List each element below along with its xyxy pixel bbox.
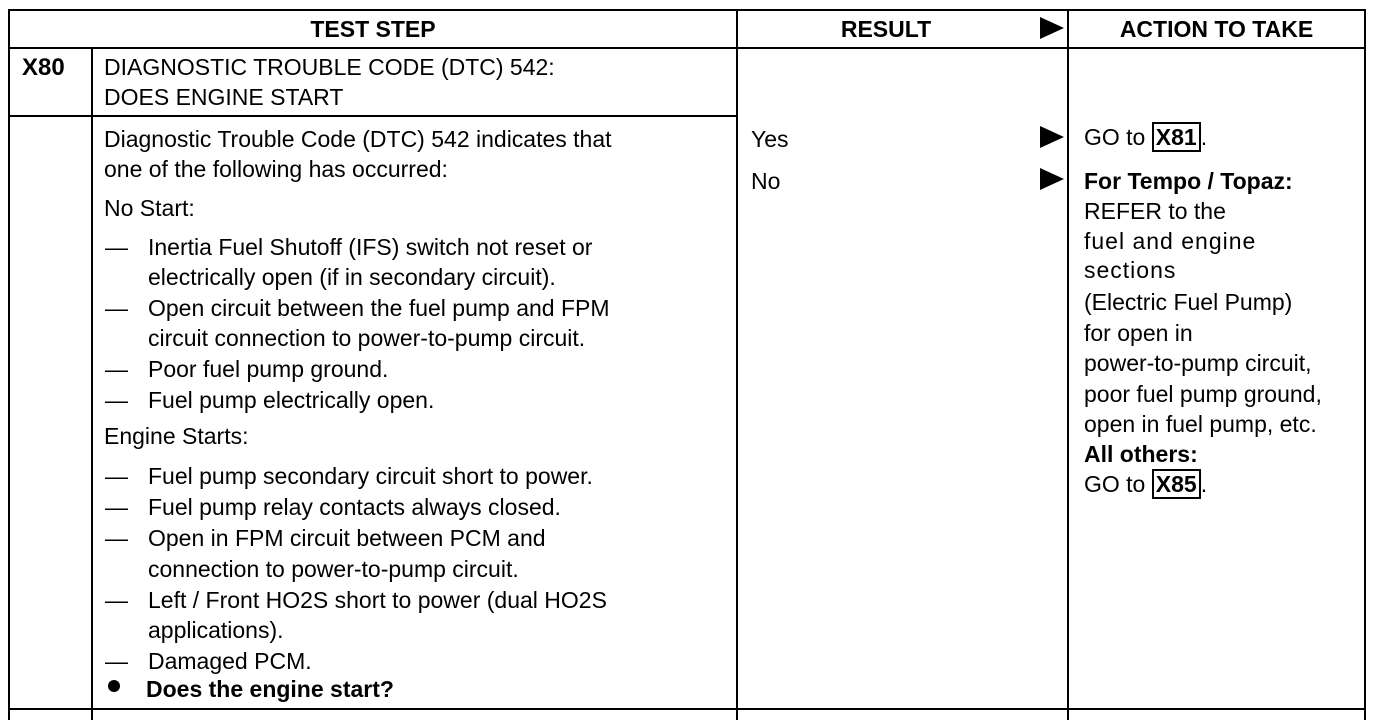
refer-line-7: poor fuel pump ground, <box>1084 381 1322 407</box>
no-start-line-6: Fuel pump electrically open. <box>148 387 435 413</box>
dash-6: — <box>105 494 128 520</box>
engine-starts-line-7: Damaged PCM. <box>148 648 312 674</box>
no-start-line-4: circuit connection to power-to-pump circuit. <box>148 325 586 351</box>
engine-starts-line-1: Fuel pump secondary circuit short to power. <box>148 463 593 489</box>
result-no: No <box>751 168 781 194</box>
dash-8: — <box>105 587 128 613</box>
title-bottom-border <box>8 115 738 117</box>
yes-period: . <box>1200 124 1208 150</box>
engine-starts-heading: Engine Starts: <box>104 423 249 449</box>
table-top-border <box>8 9 1366 11</box>
dash-5: — <box>105 463 128 489</box>
header-action: ACTION TO TAKE <box>1119 16 1314 42</box>
bullet-icon <box>108 680 120 692</box>
question: Does the engine start? <box>146 676 394 702</box>
no-action <box>1084 469 1207 500</box>
refer-line-4: (Electric Fuel Pump) <box>1084 289 1293 315</box>
step-title-line1: DIAGNOSTIC TROUBLE CODE (DTC) 542: <box>104 54 555 80</box>
dash-1: — <box>105 234 128 260</box>
dash-4: — <box>105 387 128 413</box>
dash-2: — <box>105 295 128 321</box>
no-arrow-icon <box>1040 168 1064 190</box>
dash-7: — <box>105 525 128 551</box>
header-result: RESULT <box>840 16 932 42</box>
header-bottom-border <box>8 47 1366 49</box>
table-bottom-border <box>8 708 1366 710</box>
header-test-step: TEST STEP <box>310 16 436 42</box>
refer-line-5: for open in <box>1084 320 1193 346</box>
engine-starts-line-3: Open in FPM circuit between PCM and <box>148 525 546 551</box>
no-goto-label: GO to <box>1084 471 1146 497</box>
engine-starts-line-4: connection to power-to-pump circuit. <box>148 556 519 582</box>
result-yes: Yes <box>751 126 789 152</box>
intro-line1: Diagnostic Trouble Code (DTC) 542 indicates that <box>104 126 612 152</box>
no-start-line-3: Open circuit between the fuel pump and FPM <box>148 295 610 321</box>
result-action-divider <box>1067 9 1069 720</box>
tempo-topaz-heading: For Tempo / Topaz: <box>1084 168 1293 194</box>
no-period: . <box>1200 471 1208 497</box>
refer-line-8: open in fuel pump, etc. <box>1084 411 1317 437</box>
refer-line-3: sections <box>1084 257 1177 283</box>
no-start-line-1: Inertia Fuel Shutoff (IFS) switch not reset or <box>148 234 593 260</box>
yes-goto-label: GO to <box>1084 124 1146 150</box>
all-others-heading: All others: <box>1084 441 1198 467</box>
dash-9: — <box>105 648 128 674</box>
no-start-line-5: Poor fuel pump ground. <box>148 356 389 382</box>
engine-starts-line-6: applications). <box>148 617 284 643</box>
step-id-divider <box>91 47 93 720</box>
intro-line2: one of the following has occurred: <box>104 156 448 182</box>
header-arrow-icon <box>1040 17 1064 39</box>
yes-step-link[interactable]: X81 <box>1152 122 1201 152</box>
engine-starts-line-5: Left / Front HO2S short to power (dual HO2S <box>148 587 607 613</box>
table-right-border <box>1364 9 1366 720</box>
refer-line-2: fuel and engine <box>1084 228 1257 254</box>
dash-3: — <box>105 356 128 382</box>
no-step-link[interactable]: X85 <box>1152 469 1201 499</box>
refer-line-1: REFER to the <box>1084 198 1226 224</box>
yes-arrow-icon <box>1040 126 1064 148</box>
engine-starts-line-2: Fuel pump relay contacts always closed. <box>148 494 561 520</box>
refer-line-6: power-to-pump circuit, <box>1084 350 1312 376</box>
no-start-heading: No Start: <box>104 195 195 221</box>
step-id: X80 <box>22 54 65 81</box>
step-title-line2: DOES ENGINE START <box>104 84 344 110</box>
no-start-line-2: electrically open (if in secondary circuit). <box>148 264 556 290</box>
yes-action <box>1084 122 1207 153</box>
